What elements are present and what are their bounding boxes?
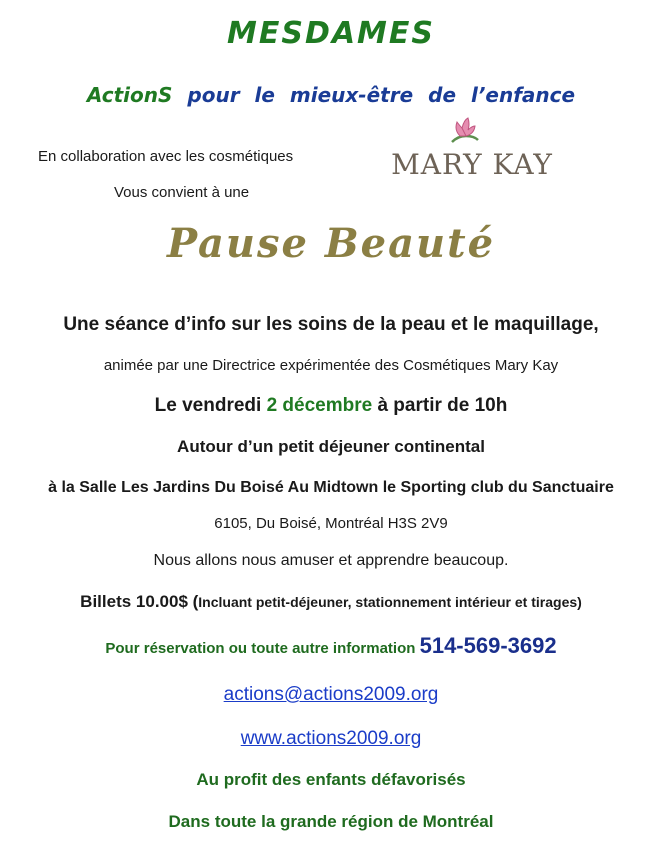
event-venue: à la Salle Les Jardins Du Boisé Au Midtown le Sporting club du Sanctuaire	[48, 479, 614, 496]
event-host: animée par une Directrice expérimentée des Cosmétiques Mary Kay	[103, 357, 559, 374]
event-name: Pause Beauté	[166, 220, 496, 267]
page-title: MESDAMES	[226, 16, 436, 51]
date-suffix: à partir de 10h	[372, 395, 508, 416]
collaboration-text: En collaboration avec les cosmétiques	[38, 148, 294, 165]
event-date-line	[0, 395, 662, 417]
tickets-price: Billets 10.00$ (	[80, 592, 199, 611]
event-fun-text: Nous allons nous amuser et apprendre beaucoup.	[153, 552, 509, 569]
reservation-line	[0, 633, 662, 659]
date-prefix: Le vendredi	[154, 395, 267, 416]
organization-name-rest: pour le mieux-être de l’enfance	[187, 83, 576, 107]
reservation-text: Pour réservation ou toute autre information	[105, 640, 420, 657]
tickets-line	[0, 592, 662, 612]
email-link[interactable]: actions@actions2009.org	[223, 684, 439, 705]
mary-kay-logo	[386, 114, 558, 190]
event-date: 2 décembre	[266, 395, 373, 416]
event-address: 6105, Du Boisé, Montréal H3S 2V9	[214, 515, 448, 532]
organization-name	[0, 83, 662, 107]
event-meal: Autour d’un petit déjeuner continental	[177, 437, 485, 456]
website-line	[0, 728, 662, 750]
tickets-detail: Incluant petit-déjeuner, stationnement intérieur et tirages)	[198, 594, 582, 610]
organization-name-first: ActionS	[86, 83, 173, 107]
website-link[interactable]: www.actions2009.org	[240, 728, 422, 749]
phone-number: 514-569-3692	[419, 633, 557, 658]
email-line	[0, 684, 662, 706]
logo-text: MARY KAY	[391, 148, 553, 181]
benefit-text: Au profit des enfants défavorisés	[196, 770, 466, 789]
region-text: Dans toute la grande région de Montréal	[168, 812, 494, 831]
event-description: Une séance d’info sur les soins de la peau et le maquillage,	[63, 314, 599, 335]
tulip-icon	[444, 114, 480, 144]
invitation-text: Vous convient à une	[114, 184, 250, 201]
